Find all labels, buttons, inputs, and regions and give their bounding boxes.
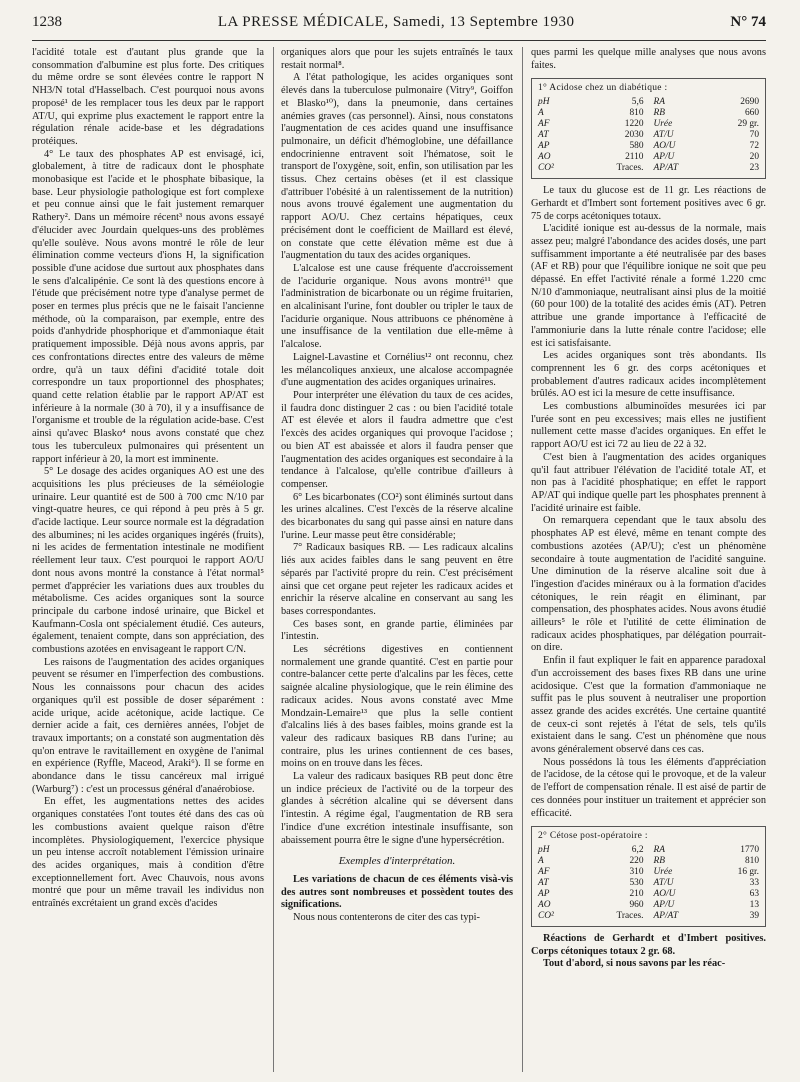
- measure-label: CO²: [538, 163, 554, 174]
- table-grid: [538, 845, 759, 922]
- paragraph: 5° Le dosage des acides organiques AO est une des acquisitions les plus précieuses de la séméiologie urinaire. Leur quantité est de 500 à 700 cmc N/10 par vingt-quatre heures, ce qui répond à peu près à 5 gr. d'acide lactique. Leur source normale est la dégradation des albumines; ni les acides organiques ingérés (fruits), ni les acides de fermentation intestinale ne modifient réellement leur taux. C'est pourquoi le rapport AO/U dont nous avons montré la constance à l'état normal⁵ permet d'apprécier les variations dues aux troubles du métabolisme. Ces acides organiques sont la source principale du carbone indosé urinaire, que Bickel et Kaufmann-Cosla ont spécialement étudié. Ces auteurs, également, tenaient compte, dans son appréciation, des combustions azotées en envisageant le rapport C/N.: [32, 466, 264, 656]
- table-cell: [538, 911, 644, 922]
- measure-value: 16 gr.: [737, 866, 759, 877]
- paragraph: 4° Le taux des phosphates AP est envisagé, ici, globalement, à titre de radicaux dont le phosphate monobasique est l'acide et le phosphate bibasique, la base. Leur physiologie pathologique est fort complexe et peu connue ainsi que le fait justement remarquer Rathery². Dans un mémoire récent³ nous avons essayé d'élucider avec Jourdain quelques-uns des problèmes qu'elle soulève. Nous avons montré le rôle de leur élimination comme vecteurs d'ions H, la signification possible d'une acidose due surtout aux phosphates dans le sens d'alcalipénie. Ce sont là des questions encore à l'étude que précisément notre type d'analyse permet de poser en termes plus précis que ne le faisait l'ancienne méthode, où la comparaison, par exemple, entre des poids d'anhydride phosphorique et d'ammoniaque était pratiquement impossible. Déjà nous avons appris, par ces confrontations directes entre des valeurs de même ordre, qu'à un taux défini d'acidité totale doit correspondre un taux proportionnel des phosphates; quand cette relation établie par le rapport AP/AT est inférieure à la normale (30 à 70), il y a insuffisance de l'organisme et trouble de la régulation acide-base. C'est ainsi qu'avec Blasko⁴ nous avons constaté que chez tous les tuberculeux pulmonaires qui présentent un rapport inférieur à 20, la mort est imminente.: [32, 148, 264, 465]
- measure-value: 5,6: [631, 97, 644, 108]
- measure-label: AP/U: [653, 152, 675, 163]
- measure-label: AO: [538, 152, 551, 163]
- measure-label: AP/AT: [653, 910, 679, 921]
- paragraph: La valeur des radicaux basiques RB peut donc être un indice précieux de l'activité ou de la torpeur des glandes à sécrétion alcaline qui se déversent dans l'intestin. A régime égal, l'augmentation de RB sera l'indice d'une excrétion intestinale insuffisante, son abaissement pourra être le signe d'une hypersécrétion.: [281, 771, 513, 846]
- measure-value: 13: [749, 899, 759, 910]
- table-cell: [538, 878, 644, 889]
- paragraph: L'acidité ionique est au-dessus de la normale, mais assez peu; malgré l'abondance des acides dosés, une part suffisamment importante a été neutralisée par des bases (AF et RB) pour que l'équilibre ionique ne soit que peu dépassé. En effet l'activité rénale a formé 1.220 cmc N/10 d'ammoniaque, neutralisant ainsi plus de la moitié (60 pour 100) de la totalité des acides émis (AT). Petren attribue une grande importance à l'efficacité de l'ammoniurie dans la lutte rénale contre l'acidose; elle est ici satisfaisante.: [531, 223, 766, 349]
- paragraph: En effet, les augmentations nettes des acides organiques constatées l'ont toutes été dans des cas où les combustions avaient quelque raison d'être incomplètes. Physiologiquement, l'exercice physique un peu intense accroît notablement l'émission urinaire des acides organiques, mais à condition d'être exceptionnellement fort. Avec Chauvois, nous avons montré que pour un même travail les individus non entraînés excrétaient un grand excès d'acides: [32, 796, 264, 910]
- table-cell: [538, 900, 644, 911]
- table-cell: [654, 152, 760, 163]
- measure-label: AP: [538, 141, 550, 152]
- measure-value: 310: [629, 866, 644, 877]
- measure-label: Urée: [653, 119, 673, 130]
- measure-value: 1770: [740, 844, 759, 855]
- paragraph: l'acidité totale est d'autant plus grande que la consommation d'albumine est plus forte. Des critiques du même ordre se sont élevées contre le rapport N NH3/N total d'Hasselbach. C'est pourquoi nous avons proposé¹ de les remplacer tous les deux par le rapport AT/U, qui exprime plus exactement le rapport entre la régulation rénale acide-base et les dégradations protéiques.: [32, 47, 264, 147]
- measure-value: 2690: [740, 97, 759, 108]
- table-cell: [538, 97, 644, 108]
- paragraph: Pour interpréter une élévation du taux de ces acides, il faudra donc distinguer 2 cas : ou bien l'acidité totale AT est élevée et alors il faudra admettre que c'est l'excès des acides organiques qui provoque l'acidose ; ou bien AT est abaissée et alors il faudra penser que l'augmentation des acides organiques est secondaire à la tendance à l'alcalose, qu'elle contribue d'ailleurs à compenser.: [281, 389, 513, 490]
- paragraph: ques parmi les quelque mille analyses que nous avons faites.: [531, 47, 766, 71]
- paragraph: C'est bien à l'augmentation des acides organiques qu'il faut attribuer l'élévation de l'acidité totale AT, et non pas à l'acidité phosphatique; en effet le rapport AP/AT qui indique quelle part les phosphates prennent à l'acidité urinaire est faible.: [531, 451, 766, 514]
- measure-label: AP/U: [653, 899, 675, 910]
- table-title: 1° Acidose chez un diabétique :: [538, 83, 668, 94]
- measure-value: 2030: [624, 130, 644, 141]
- column-2: [281, 47, 513, 1079]
- measure-label: AT/U: [653, 130, 674, 141]
- measure-label: RA: [653, 844, 665, 855]
- paragraph: A l'état pathologique, les acides organiques sont élevés dans la tuberculose pulmonaire (Vitry⁹, Goiffon et Blasko¹⁰), dans la pneumonie, dans certaines anémies graves (cas personnel). Ainsi, nous constatons l'augmentation de ces acides quand une insuffisance pulmonaire, un déficit d'hémoglobine, une défaillance endocrinienne entravent soit l'hématose, soit le transport de l'oxygène, soit, enfin, son utilisation par les tissus. Chez certains obèses (et il est classique d'attribuer l'obésité à un ralentissement de la nutrition) nous avons trouvé également une augmentation du rapport AO/U. Chez certains hépatiques, ceux précisément dont le coefficient de Maillard est élevé, on constate que cette élévation même est due à l'augmentation du taux des acides organiques.: [281, 72, 513, 262]
- measure-value: 6,2: [631, 844, 644, 855]
- table-cell: [654, 878, 760, 889]
- header-rule: [32, 40, 766, 41]
- measure-value: 72: [749, 141, 759, 152]
- paragraph: 7° Radicaux basiques RB. — Les radicaux alcalins liés aux acides faibles dans le sang peuvent en être séparés par l'activité propre du rein. C'est précisément ainsi que cet organe peut rejeter les radicaux acides et enrichir la réserve alcaline en conservant au sang les bases correspondantes.: [281, 542, 513, 617]
- table-cell: [654, 119, 760, 130]
- measure-value: 660: [744, 108, 759, 119]
- measure-label: AO: [538, 899, 551, 910]
- table-cell: [538, 163, 644, 174]
- measure-value: 1220: [624, 119, 644, 130]
- table-cell: [538, 152, 644, 163]
- paragraph: Ces bases sont, en grande partie, éliminées par l'intestin.: [281, 618, 513, 643]
- paragraph: Laignel-Lavastine et Cornélius¹² ont reconnu, chez les mélancoliques anxieux, une alcalose accompagnée d'une augmentation des acides organiques urinaires.: [281, 351, 513, 389]
- table-cell: [654, 911, 760, 922]
- table-cell: [538, 108, 644, 119]
- measure-value: 210: [629, 888, 644, 899]
- measure-label: AO/U: [653, 141, 676, 152]
- table-cell: [654, 130, 760, 141]
- table-cell: [654, 97, 760, 108]
- measure-label: AF: [538, 119, 550, 130]
- table-cell: [654, 889, 760, 900]
- measure-value: 960: [629, 899, 644, 910]
- measure-label: RA: [653, 97, 665, 108]
- paragraph: On remarquera cependant que le taux absolu des phosphates AP est élevé, même en tenant compte des combustions azotées (AP/U); c'est un phénomène secondaire à toute augmentation de l'acidité sanguine. Une diminution de la réserve alcaline soit due à l'ingestion d'acides minéraux ou à la formation d'acides cétoniques, le rein réagit en éliminant, par compensation, des phosphates acides. Nous avons étudié ailleurs⁵ le rôle et l'utilité de cette élimination de radicaux acides phosphatiques, par délégation pourrait-on dire.: [531, 515, 766, 654]
- measure-label: RB: [653, 855, 665, 866]
- measure-label: AT: [538, 130, 549, 141]
- table-cell: [538, 845, 644, 856]
- measure-value: 580: [629, 141, 644, 152]
- measure-value: 810: [629, 108, 644, 119]
- column-3: [531, 47, 766, 1079]
- measure-label: AO/U: [653, 888, 676, 899]
- table-cell: [654, 900, 760, 911]
- measure-value: 63: [749, 888, 759, 899]
- measure-value: 39: [749, 910, 759, 921]
- measure-value: 20: [749, 152, 759, 163]
- page-number: 1238: [32, 14, 62, 30]
- measure-label: A: [538, 108, 544, 119]
- column-separator: [522, 47, 523, 1072]
- paragraph: Les sécrétions digestives en contiennent normalement une grande quantité. C'est en partie pour contre-balancer cette perte d'alcalins par les fèces, cette saignée alcaline physiologique, que le rein élimine des radicaux acides. Nous avons constaté avec Mme Mondzain-Lemaire¹³ que plus la selle contient d'alcalins liés à des bases faibles, moins grande est la valeur des radicaux basiques RB dans l'urine; au contraire, plus les urines contiennent de ces bases, moins on en trouve dans les fèces.: [281, 644, 513, 770]
- analysis-table-2: [531, 826, 766, 927]
- table-cell: [654, 856, 760, 867]
- measure-label: Urée: [653, 866, 673, 877]
- paragraph: Les acides organiques sont très abondants. Ils comprennent les 6 gr. des corps acétoniques et probablement d'autres radicaux acides incomplètement brûlés. AO est ici la mesure de cette insuffisance.: [531, 350, 766, 400]
- table-cell: [654, 845, 760, 856]
- measure-value: 70: [749, 130, 759, 141]
- measure-label: pH: [538, 844, 550, 855]
- table-cell: [538, 856, 644, 867]
- measure-value: 33: [749, 877, 759, 888]
- measure-value: 810: [744, 855, 759, 866]
- paragraph: Réactions de Gerhardt et d'Imbert positives. Corps cétoniques totaux 2 gr. 68.: [531, 932, 766, 957]
- measure-label: pH: [538, 97, 550, 108]
- column-separator: [273, 47, 274, 1072]
- page-header: [32, 14, 766, 36]
- table-cell: [538, 141, 644, 152]
- paragraph: Les variations de chacun de ces éléments visà-vis des autres sont nombreuses et possèdent toutes des significations.: [281, 874, 513, 911]
- paragraph: Le taux du glucose est de 11 gr. Les réactions de Gerhardt et d'Imbert sont fortement positives avec 6 gr. 75 de corps acétoniques totaux.: [531, 185, 766, 222]
- paragraph: Nous possédons là tous les éléments d'appréciation de l'acidose, de la cétose qui le provoque, et de la valeur de l'effort de compensation rénale. Il est aisé de partir de ces données pour instituer un traitement et apprécier son efficacité.: [531, 756, 766, 819]
- table-cell: [538, 889, 644, 900]
- measure-value: Traces.: [616, 163, 644, 174]
- journal-title: LA PRESSE MÉDICALE, Samedi, 13 Septembre 1930: [217, 14, 575, 30]
- paragraph: 6° Les bicarbonates (CO²) sont éliminés surtout dans les urines alcalines. C'est l'excès de la réserve alcaline des bicarbonates du sang qui passe ainsi en nature dans l'urine. Leur masse peut être considérable;: [281, 491, 513, 541]
- table-cell: [538, 867, 644, 878]
- measure-label: AT/U: [653, 877, 674, 888]
- measure-value: 29 gr.: [737, 119, 759, 130]
- measure-label: RB: [653, 108, 665, 119]
- table-cell: [654, 108, 760, 119]
- paragraph: organiques alors que pour les sujets entraînés le taux restait normal⁸.: [281, 47, 513, 71]
- measure-value: 2110: [625, 152, 644, 163]
- table-cell: [654, 163, 760, 174]
- measure-label: A: [538, 855, 544, 866]
- paragraph: Enfin il faut expliquer le fait en apparence paradoxal d'un accroissement des bases fixes RB dans une urine acidosique. C'est que la formation d'ammoniaque ne suffit pas le plus souvent à neutraliser une proportion assez grande des acides excrétés. Une certaine quantité de ceux-ci sont rejetés à l'état de sels, tels qu'ils existaient dans le sang. C'est un phénomène que nous avons généralement observé dans ces cas.: [531, 655, 766, 756]
- analysis-table-1: [531, 78, 766, 179]
- paragraph: Les combustions albuminoïdes mesurées ici par l'urée sont en peu excessives; mais elles ne justifient nullement cette masse d'acides organiques. En effet le rapport AO/U est ici 72 au lieu de 22 à 32.: [531, 401, 766, 451]
- measure-label: CO²: [538, 910, 554, 921]
- table-title: 2° Cétose post-opératoire :: [538, 831, 648, 842]
- measure-value: 220: [629, 855, 644, 866]
- measure-label: AT: [538, 877, 549, 888]
- paragraph: L'alcalose est une cause fréquente d'accroissement de l'acidurie organique. Nous avons montré¹¹ que l'administration de bicarbonate ou un régime fruitarien, en alcalinisant l'urine, font doubler ou tripler le taux de l'acidurie organique. Nous attribuons ce phénomène à une insuffisance de la ventilation due elle-même à l'alcalose.: [281, 262, 513, 351]
- paragraph: Tout d'abord, si nous savons par les réac-: [543, 958, 726, 970]
- measure-label: AF: [538, 866, 550, 877]
- measure-value: Traces.: [616, 910, 644, 921]
- measure-label: AP: [538, 888, 550, 899]
- measure-value: 530: [629, 877, 644, 888]
- table-cell: [654, 141, 760, 152]
- table-grid: [538, 97, 759, 174]
- table-cell: [654, 867, 760, 878]
- column-1: [32, 47, 264, 1079]
- paragraph: Les raisons de l'augmentation des acides organiques peuvent se résumer en l'imperfection des combustions. Nous les connaissons pour chacun des acides organiques qu'il est possible de doser séparément : acide urique, acide acétonique, acide lactique. Ce dernier acide a fait, ces dernières années, l'objet de travaux importants; on a constaté son augmentation dès qu'on entrave le ravitaillement en oxygène de l'animal en expérience (Ryffle, Maceod, Araki⁶). Il se forme en abondance dans le tissu cancéreux mal irrigué (Warburg⁷) : c'est un processus général d'anaérobiose.: [32, 656, 264, 795]
- measure-value: 23: [749, 163, 759, 174]
- table-cell: [538, 119, 644, 130]
- table-cell: [538, 130, 644, 141]
- measure-label: AP/AT: [653, 163, 679, 174]
- section-heading: Exemples d'interprétation.: [338, 855, 456, 868]
- paragraph: Nous nous contenterons de citer des cas typi-: [293, 912, 481, 924]
- issue-number: N° 74: [730, 14, 766, 30]
